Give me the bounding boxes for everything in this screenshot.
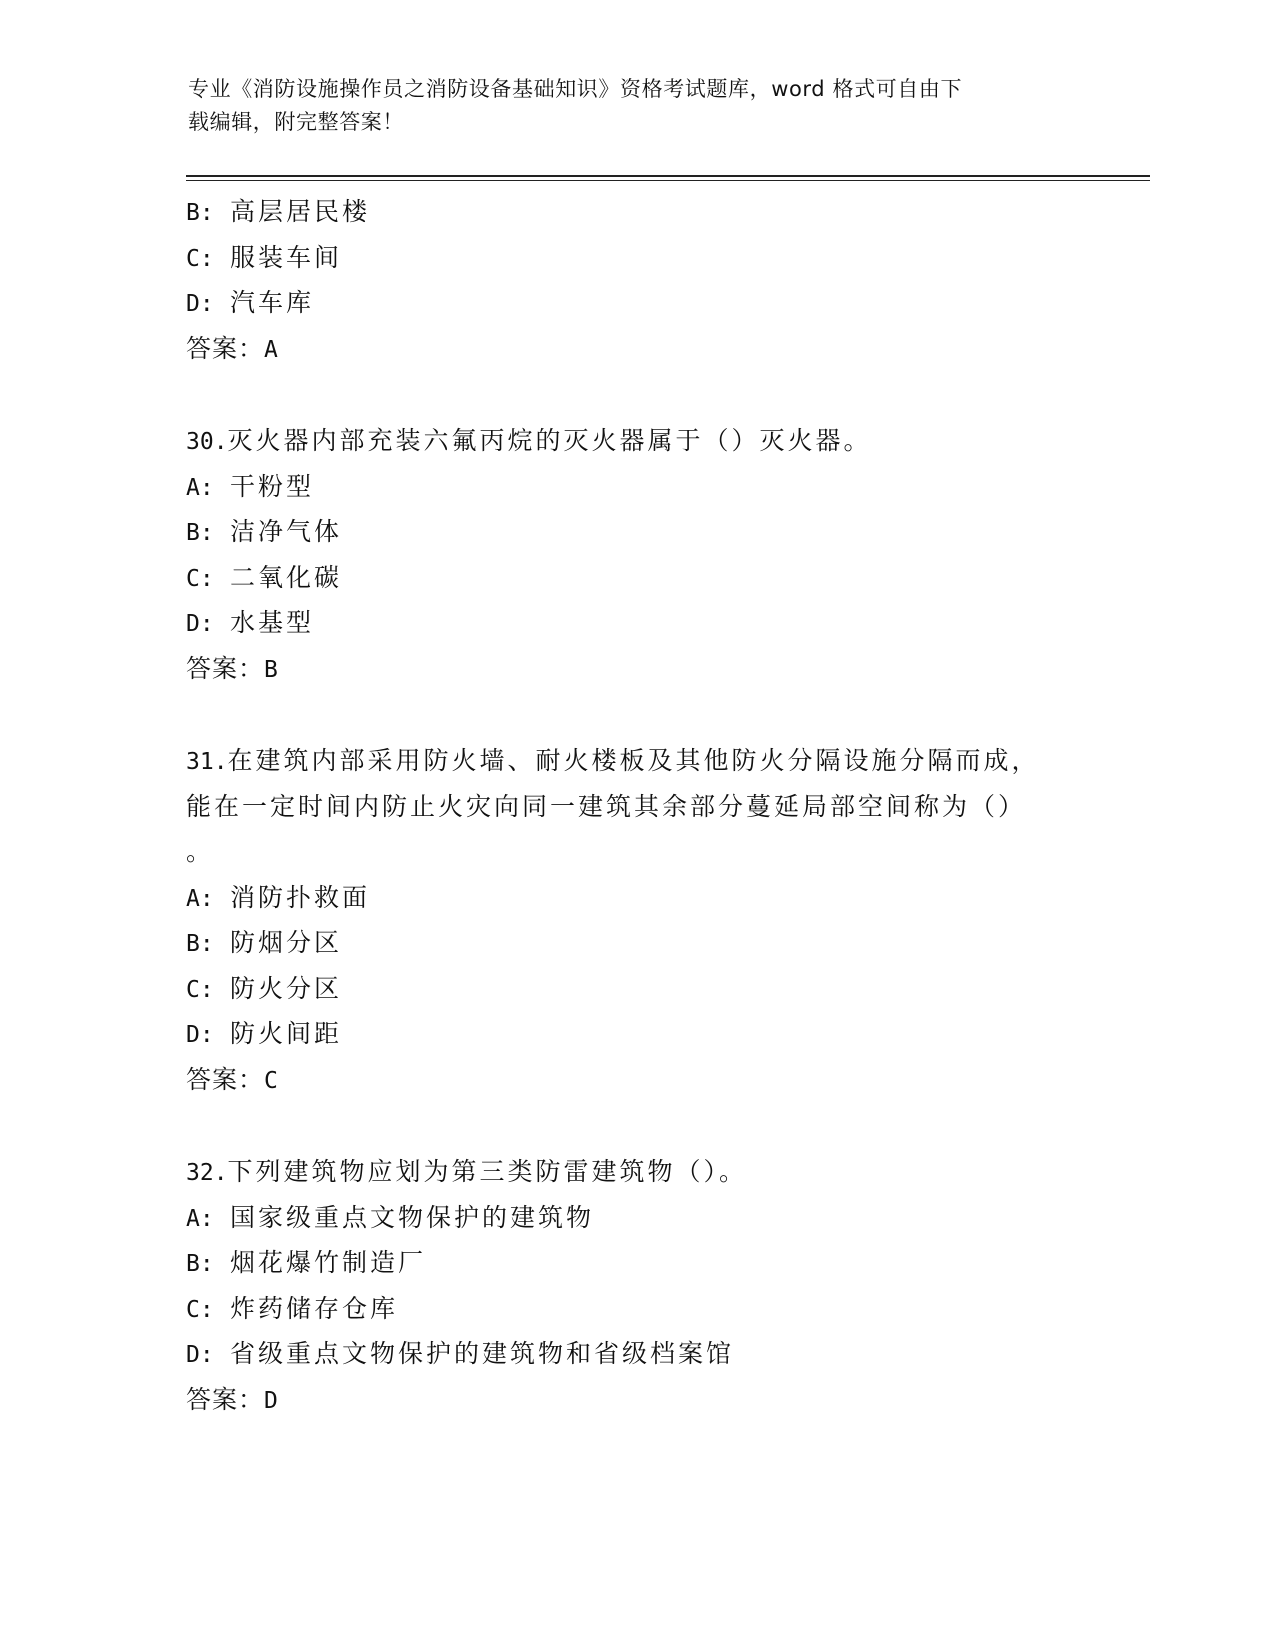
answer-label: 答案：: [186, 1064, 265, 1094]
option-letter: B:: [186, 1251, 214, 1277]
option-b: [186, 1240, 1126, 1286]
option-letter: A:: [186, 474, 214, 501]
option-c: [186, 555, 1126, 601]
option-letter: B:: [186, 520, 214, 546]
answer-value: C: [264, 1067, 278, 1094]
option-d: [186, 600, 1126, 646]
header-line-2: 载编辑，附完整答案！: [188, 110, 404, 134]
option-a: [186, 875, 1126, 921]
option-text: 高层居民楼: [230, 197, 371, 226]
question-stem: [186, 418, 1126, 464]
option-text: 洁净气体: [230, 517, 343, 546]
option-letter: D:: [186, 1022, 214, 1048]
answer-line: [186, 326, 1126, 372]
question-29-tail: [186, 189, 1126, 371]
question-number: 30.: [186, 429, 228, 455]
answer-label: 答案：: [186, 1384, 265, 1414]
option-text: 服装车间: [230, 242, 343, 272]
option-letter: D:: [186, 611, 214, 637]
spacer: [186, 1102, 1126, 1149]
option-b: [186, 920, 1126, 966]
option-text: 水基型: [230, 608, 315, 637]
option-letter: A:: [186, 1205, 214, 1232]
option-letter: C:: [186, 245, 214, 272]
question-list: [186, 189, 1126, 1422]
option-letter: D:: [186, 291, 214, 317]
question-number: 31.: [186, 749, 228, 775]
option-a: [186, 1195, 1126, 1241]
question-31: [186, 738, 1126, 1102]
question-stem-continued: 。: [186, 837, 215, 866]
option-text: 烟花爆竹制造厂: [230, 1248, 427, 1277]
option-text: 炸药储存仓库: [230, 1293, 399, 1323]
spacer: [186, 691, 1126, 738]
option-letter: C:: [186, 976, 214, 1003]
spacer: [186, 371, 1126, 418]
option-text: 干粉型: [230, 471, 315, 501]
answer-value: A: [264, 336, 278, 363]
answer-label: 答案：: [186, 333, 265, 363]
option-letter: B:: [186, 200, 214, 226]
question-30: [186, 418, 1126, 691]
question-text: 下列建筑物应划为第三类防雷建筑物（）。: [227, 1157, 748, 1186]
option-letter: D:: [186, 1342, 214, 1368]
option-text: 防烟分区: [230, 928, 343, 957]
option-b: [186, 189, 1126, 235]
answer-value: B: [264, 656, 278, 683]
answer-value: D: [264, 1387, 278, 1414]
question-text: 在建筑内部采用防火墙、耐火楼板及其他防火分隔设施分隔而成，: [227, 746, 1040, 775]
option-text: 消防扑救面: [230, 882, 371, 912]
answer-label: 答案：: [186, 653, 265, 683]
question-text: 灭火器内部充装六氟丙烷的灭火器属于（）灭火器。: [227, 426, 872, 455]
option-d: [186, 280, 1126, 326]
question-32: [186, 1149, 1126, 1422]
option-text: 防火间距: [230, 1019, 343, 1048]
option-text: 二氧化碳: [230, 562, 343, 592]
option-c: [186, 966, 1126, 1012]
option-b: [186, 509, 1126, 555]
option-text: 省级重点文物保护的建筑物和省级档案馆: [230, 1339, 735, 1368]
header-rule-thick: [186, 175, 1150, 177]
document-header: [188, 73, 1068, 139]
option-d: [186, 1011, 1126, 1057]
question-stem: [186, 1149, 1126, 1195]
answer-line: [186, 1057, 1126, 1103]
question-number: 32.: [186, 1160, 228, 1186]
option-d: [186, 1331, 1126, 1377]
option-letter: A:: [186, 885, 214, 912]
question-stem: [186, 738, 1126, 784]
option-c: [186, 235, 1126, 281]
header-line-1: 专业《消防设施操作员之消防设备基础知识》资格考试题库，word 格式可自由下: [188, 77, 963, 101]
answer-line: [186, 1377, 1126, 1423]
option-text: 国家级重点文物保护的建筑物: [230, 1202, 595, 1232]
option-letter: B:: [186, 931, 214, 957]
option-a: [186, 464, 1126, 510]
answer-line: [186, 646, 1126, 692]
header-rule-thin: [186, 180, 1150, 181]
option-c: [186, 1286, 1126, 1332]
option-text: 防火分区: [230, 973, 343, 1003]
question-stem-continued: 能在一定时间内防止火灾向同一建筑其余部分蔓延局部空间称为（）: [186, 791, 1027, 821]
option-letter: C:: [186, 565, 214, 592]
option-letter: C:: [186, 1296, 214, 1323]
option-text: 汽车库: [230, 288, 315, 317]
